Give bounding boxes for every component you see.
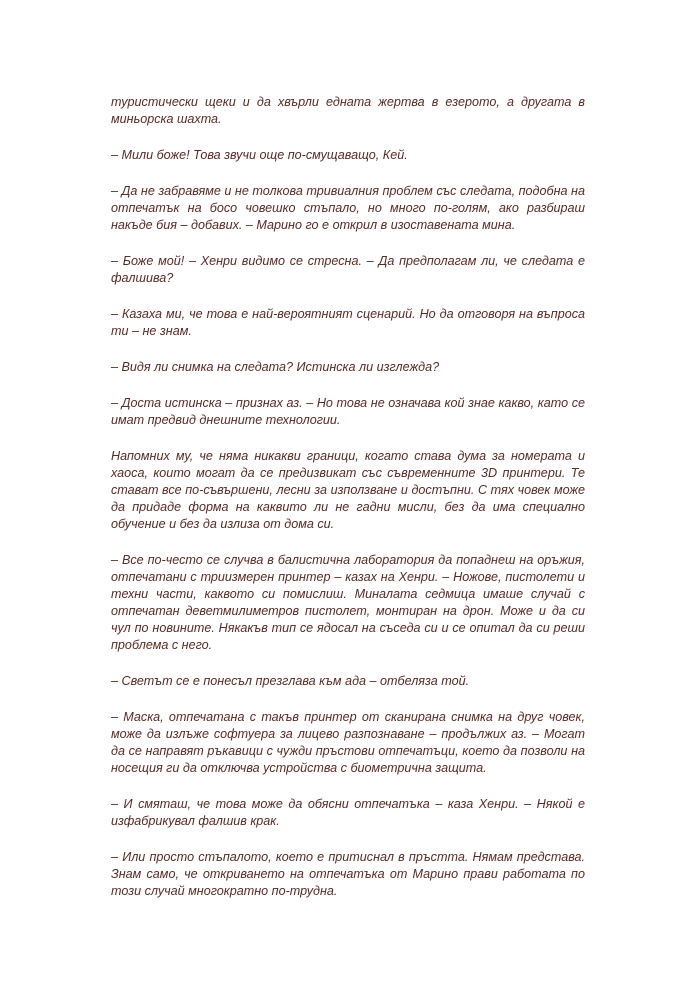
paragraph-3: – Да не забравяме и не толкова тривиалния проблем със следата, подобна на отпечатък на босо човешко стъпало, но много по-голям, ако разбираш накъде бия – добавих. – Марино го е открил в изоставената мина. <box>111 184 585 232</box>
paragraph-2: – Мили боже! Това звучи още по-смущаващо, Кей. <box>111 148 408 162</box>
paragraph-1: туристически щеки и да хвърли едната жертва в езерото, а другата в миньорска шахта. <box>111 95 585 126</box>
paragraph-10: – Светът се е понесъл презглава към ада – отбеляза той. <box>111 674 470 688</box>
paragraph-12: – И смяташ, че това може да обясни отпечатъка – каза Хенри. – Някой е изфабрикувал фалшив крак. <box>111 797 585 828</box>
page-text <box>111 94 585 900</box>
paragraph-13: – Или просто стъпалото, което е притиснал в пръстта. Нямам представа. Знам само, че откриването на отпечатъка от Марино прави работата по този случай многократно по-трудна. <box>111 850 585 898</box>
paragraph-9: – Все по-често се случва в балистична лаборатория да попаднеш на оръжия, отпечатани с триизмерен принтер – казах на Хенри. – Ножове, пистолети и техни части, каквото си помислиш. Миналата седмица имаше случай с отпечатан деветмилиметров пистолет, монтиран на дрон. Може и да си чул по новините. Някакъв тип се ядосал на съседа си и се опитал да си реши проблема с него. <box>111 553 585 652</box>
paragraph-7: – Доста истинска – признах аз. – Но това не означава кой знае какво, като се имат предвид днешните технологии. <box>111 396 585 427</box>
paragraph-8: Напомних му, че няма никакви граници, когато става дума за номерата и хаоса, които могат да се предизвикат със съвременните 3D принтери. Те стават все по-съвършени, лесни за използване и достъпни. С тях човек може да придаде форма на каквито ли не гадни мисли, без да има специално обучение и без да излиза от дома си. <box>111 449 585 531</box>
paragraph-6: – Видя ли снимка на следата? Истинска ли изглежда? <box>111 360 440 374</box>
paragraph-11: – Маска, отпечатана с такъв принтер от сканирана снимка на друг човек, може да излъже софтуера за лицево разпознаване – продължих аз. – Могат да се направят ръкавици с чужди пръстови отпечатъци, което да позволи на носещия ги да отключва устройства с биометрична защита. <box>111 710 585 775</box>
paragraph-4: – Боже мой! – Хенри видимо се стресна. – Да предполагам ли, че следата е фалшива? <box>111 254 585 285</box>
paragraph-5: – Казаха ми, че това е най-вероятният сценарий. Но да отговоря на въпроса ти – не знам. <box>111 307 585 338</box>
